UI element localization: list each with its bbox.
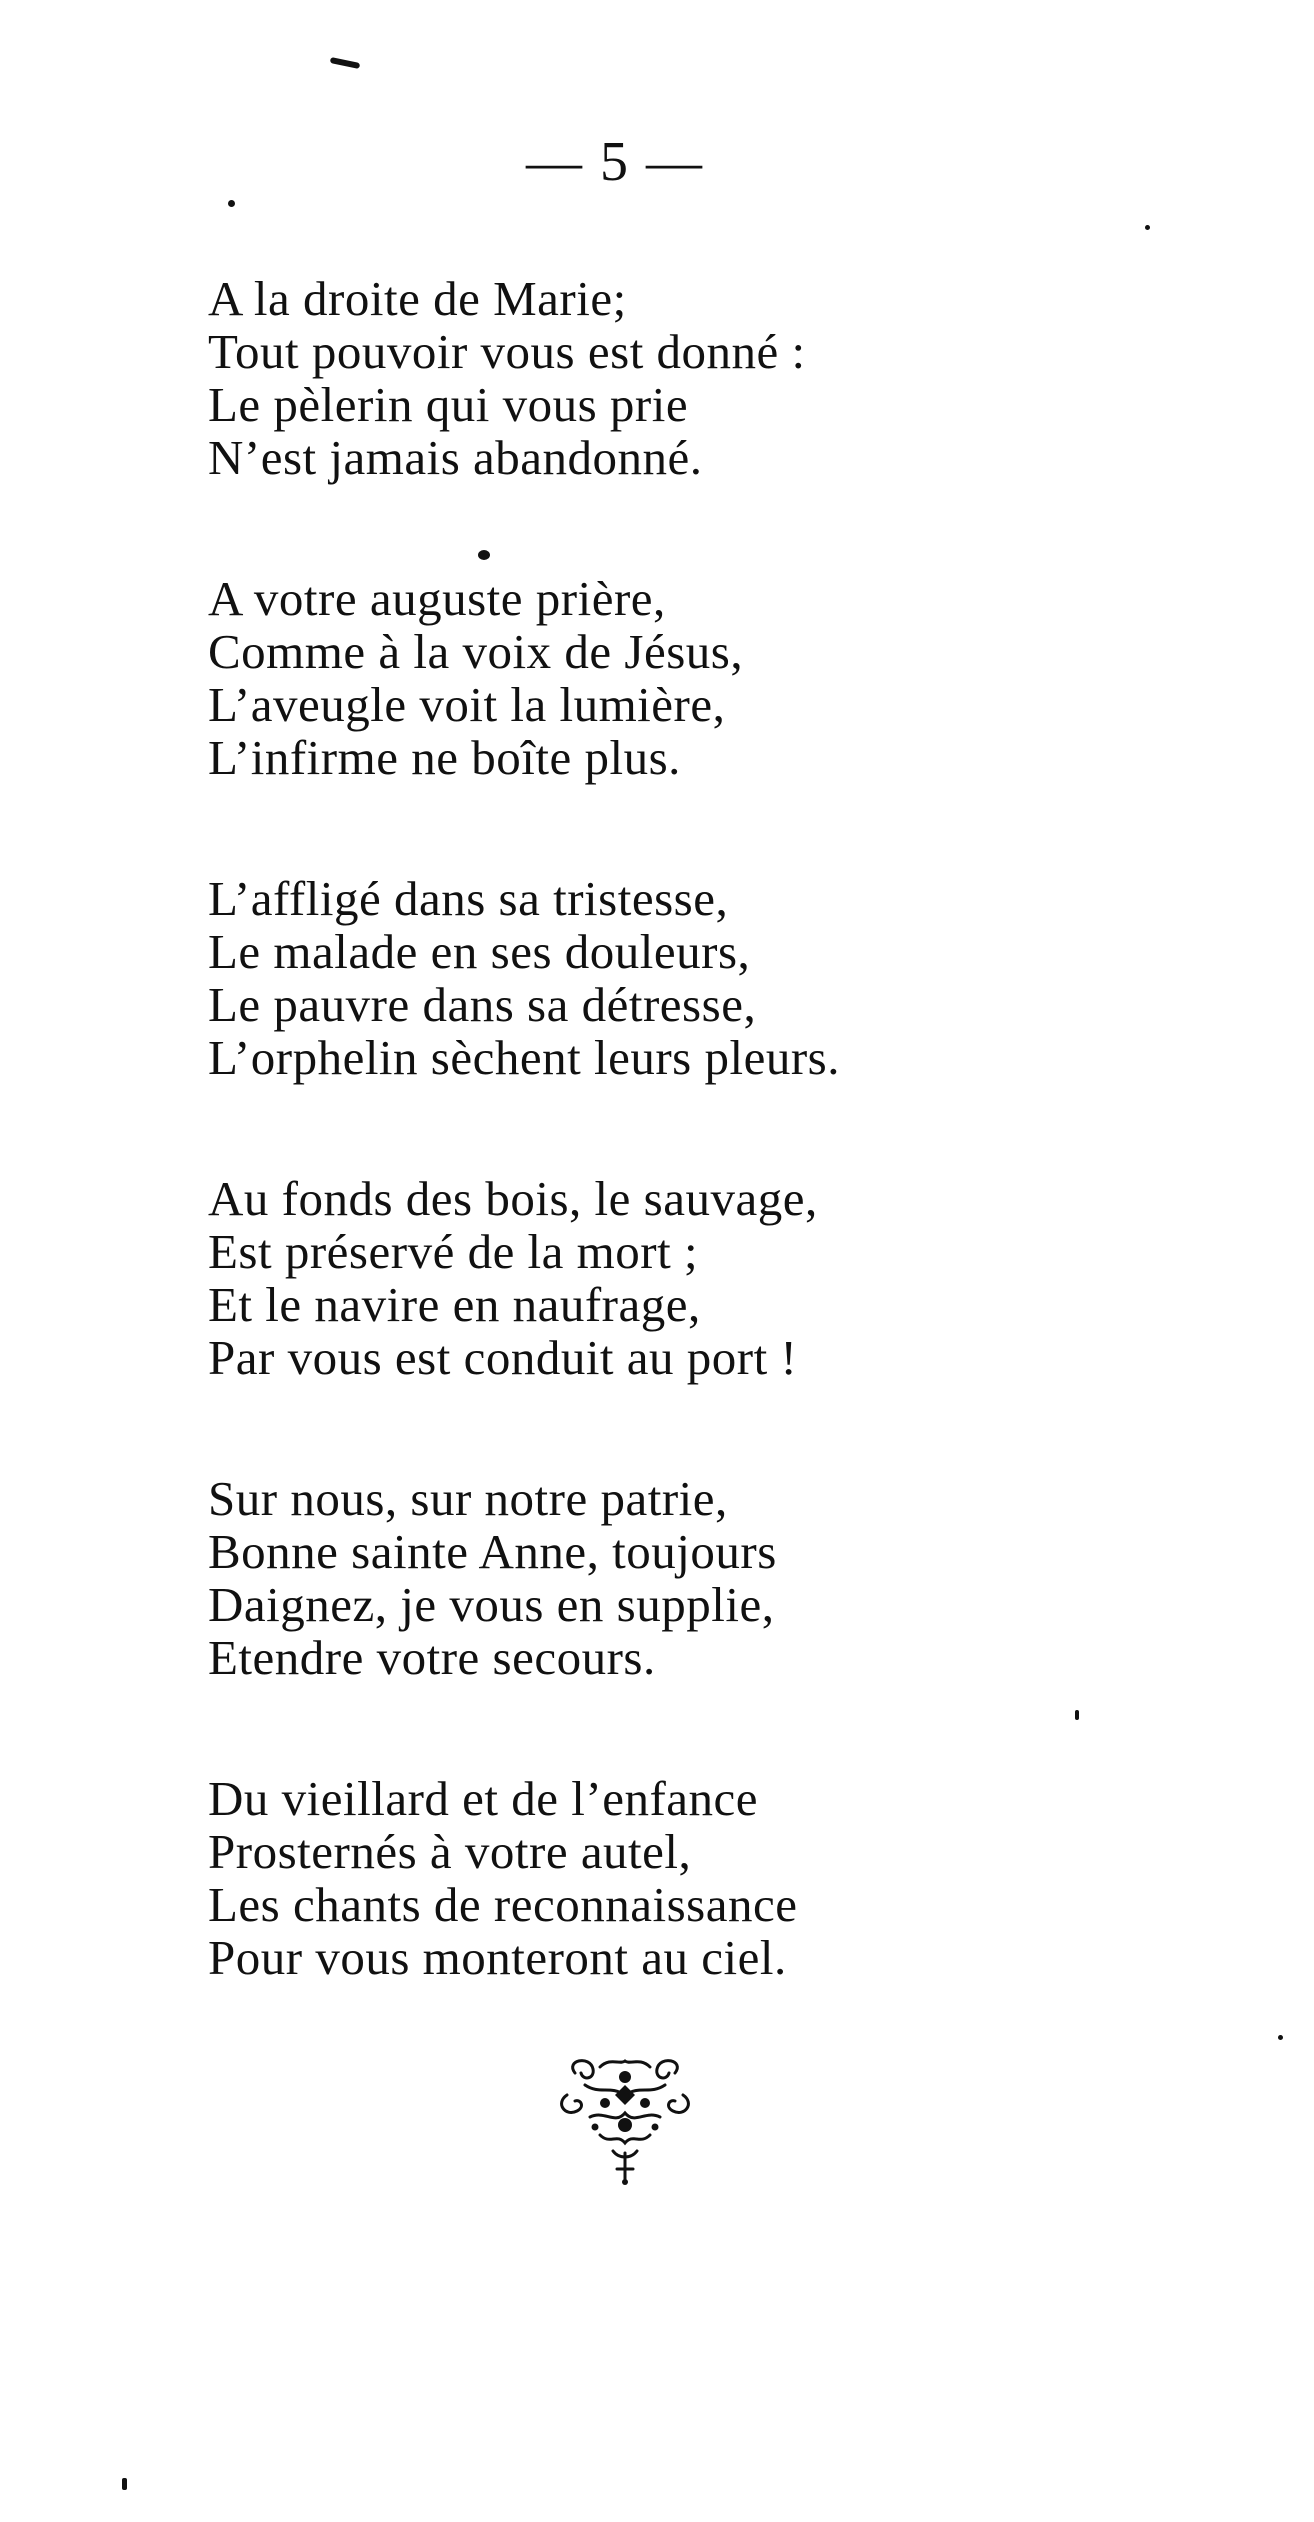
stanza xyxy=(208,1772,1208,1984)
floral-tailpiece-ornament-icon xyxy=(555,2055,695,2185)
poem-line: Le malade en ses douleurs, xyxy=(208,924,751,979)
poem-line: N’est jamais abandonné. xyxy=(208,430,703,485)
poem-line: L’orphelin sèchent leurs pleurs. xyxy=(208,1030,840,1085)
poem-line: Bonne sainte Anne, toujours xyxy=(208,1524,777,1579)
poem-line: A votre auguste prière, xyxy=(208,571,666,626)
poem-line: L’aveugle voit la lumière, xyxy=(208,677,726,732)
poem-line: Daignez, je vous en supplie, xyxy=(208,1577,775,1632)
poem-line: Prosternés à votre autel, xyxy=(208,1824,692,1879)
poem xyxy=(208,272,1208,2072)
poem-line: Du vieillard et de l’enfance xyxy=(208,1771,759,1826)
print-speck xyxy=(330,57,361,69)
poem-line: Pour vous monteront au ciel. xyxy=(208,1930,787,1985)
print-speck xyxy=(1278,2035,1283,2040)
poem-line: Est préservé de la mort ; xyxy=(208,1224,699,1279)
print-speck xyxy=(1145,225,1150,230)
poem-line: Le pauvre dans sa détresse, xyxy=(208,977,757,1032)
stanza xyxy=(208,872,1208,1084)
poem-line: Le pèlerin qui vous prie xyxy=(208,377,689,432)
stanza xyxy=(208,1172,1208,1384)
poem-line: Au fonds des bois, le sauvage, xyxy=(208,1171,818,1226)
poem-line: Et le navire en naufrage, xyxy=(208,1277,701,1332)
poem-line: Comme à la voix de Jésus, xyxy=(208,624,744,679)
page-number: — 5 — xyxy=(526,131,704,193)
print-speck xyxy=(228,200,235,207)
poem-line: Sur nous, sur notre patrie, xyxy=(208,1471,728,1526)
print-speck xyxy=(122,2478,127,2490)
stanza xyxy=(208,572,1208,784)
stanza xyxy=(208,1472,1208,1684)
poem-line: A la droite de Marie; xyxy=(208,271,627,326)
poem-line: Par vous est conduit au port ! xyxy=(208,1330,798,1385)
stanza xyxy=(208,272,1208,484)
poem-line: Etendre votre secours. xyxy=(208,1630,656,1685)
poem-line: Les chants de reconnaissance xyxy=(208,1877,798,1932)
poem-line: L’infirme ne boîte plus. xyxy=(208,730,681,785)
poem-line: L’affligé dans sa tristesse, xyxy=(208,871,729,926)
poem-line: Tout pouvoir vous est donné : xyxy=(208,324,806,379)
